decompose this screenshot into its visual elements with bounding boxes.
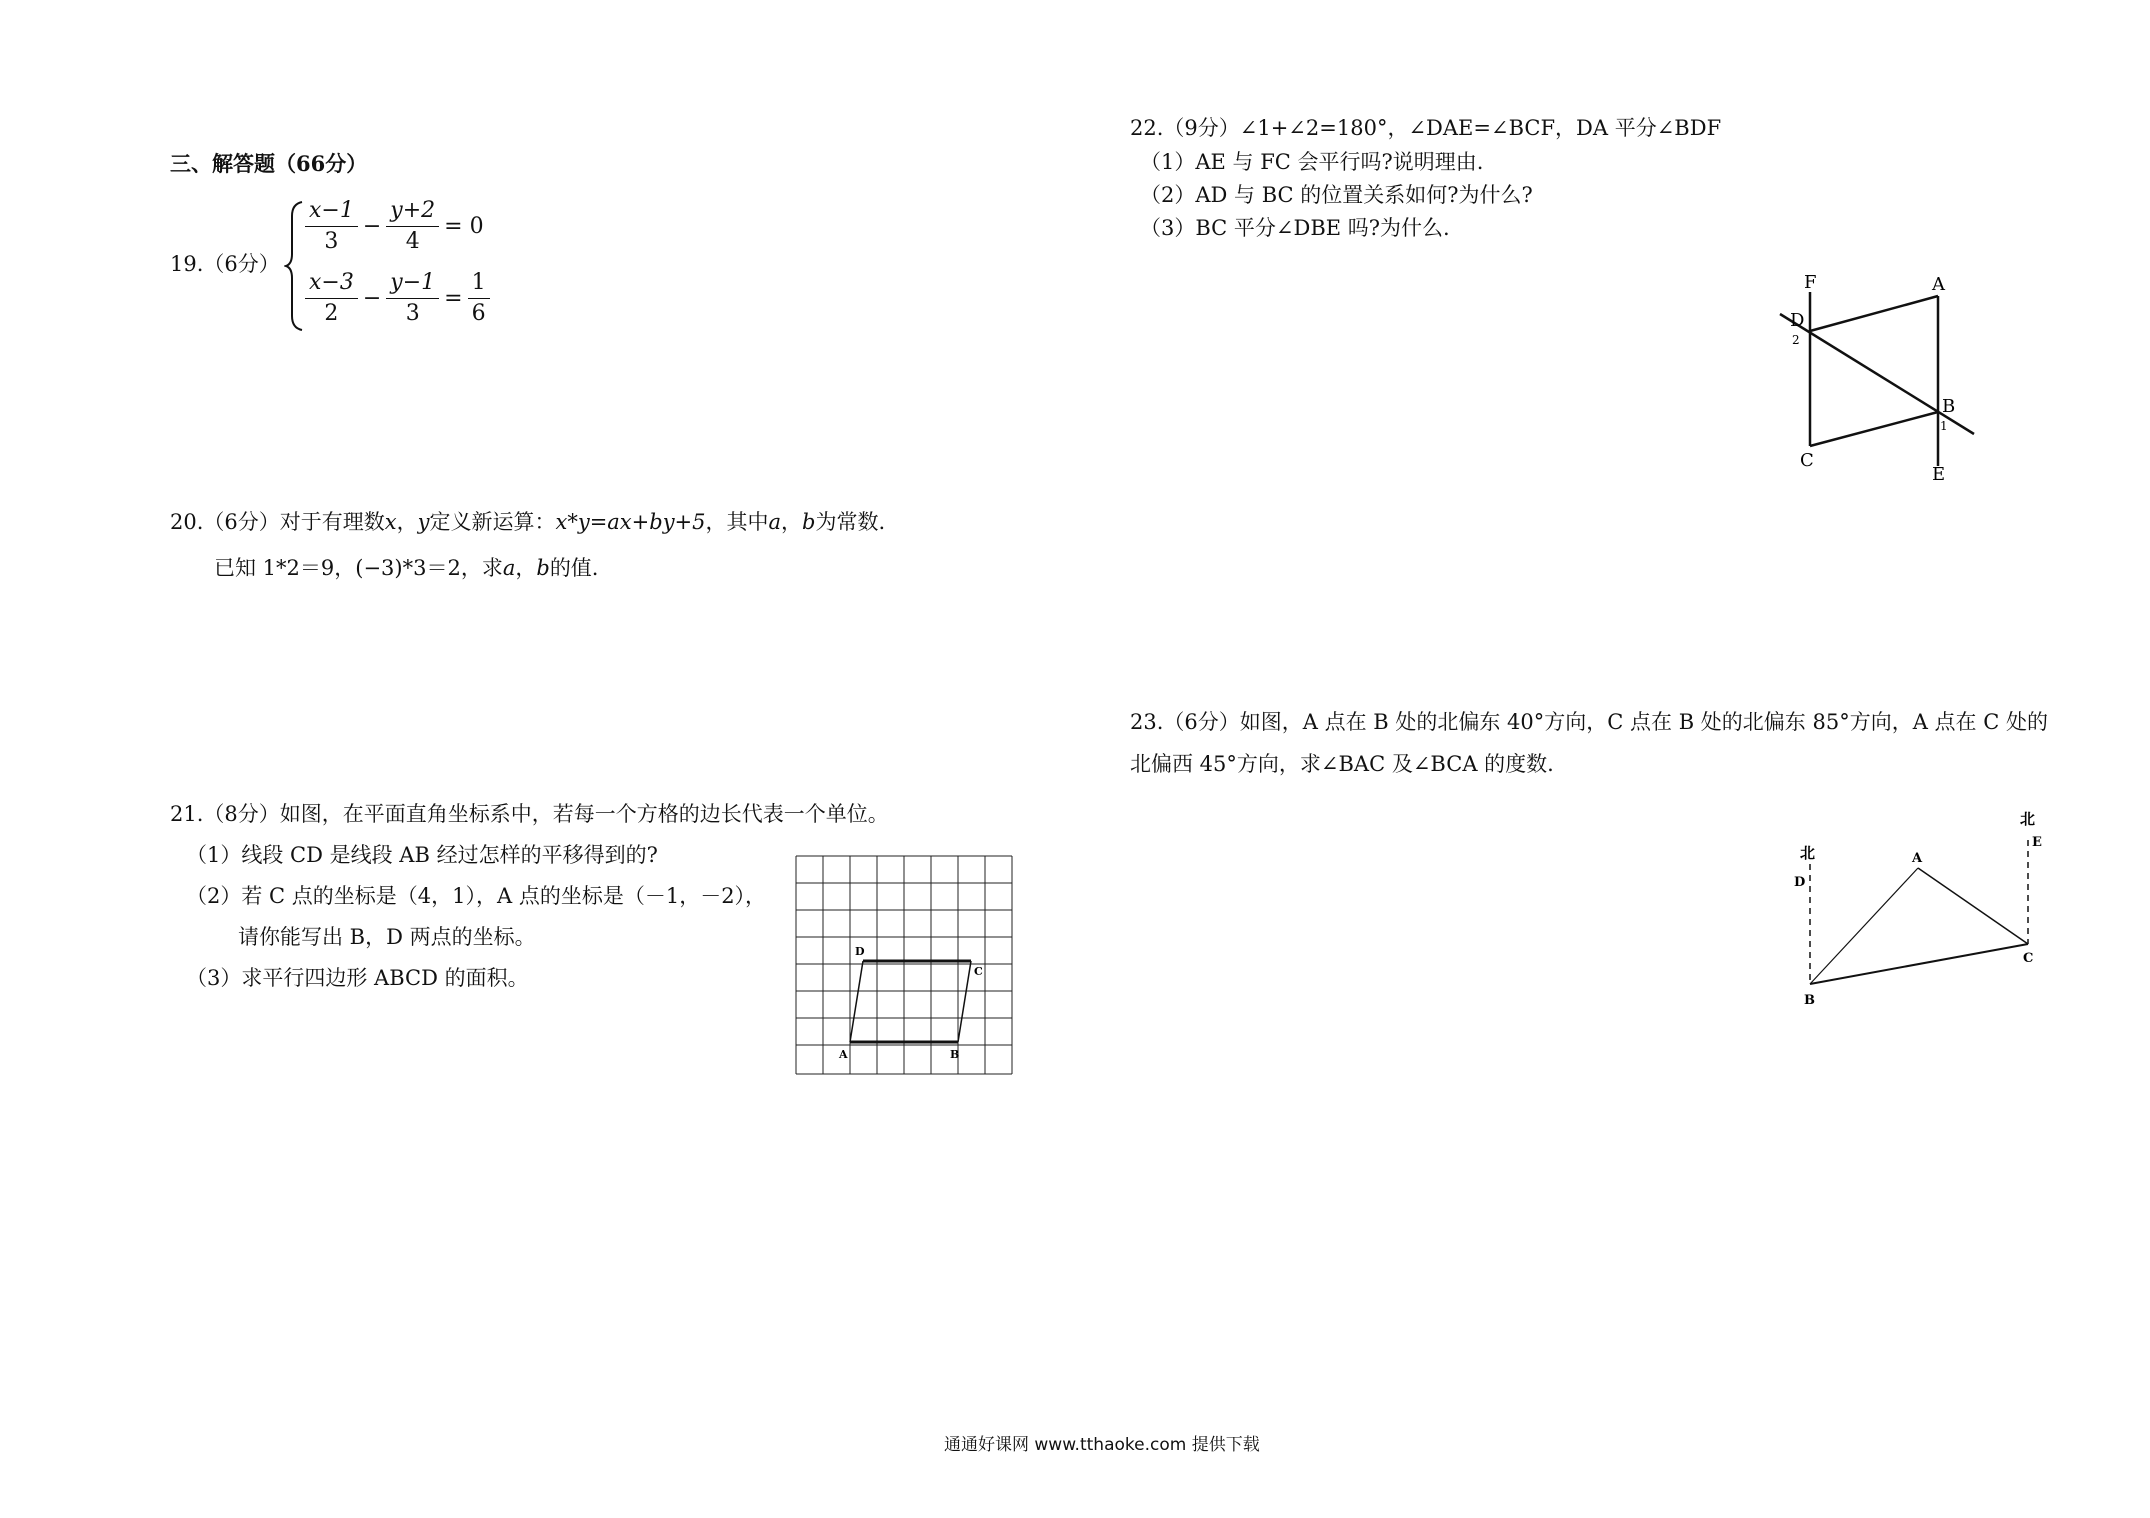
label-north-left: 北 [1800, 844, 1816, 862]
label-e: E [2032, 835, 2042, 850]
q19-eq1-num2: y+2 [386, 196, 439, 227]
q22-stem: 22.（9分）∠1+∠2=180°，∠DAE=∠BCF，DA 平分∠BDF [1130, 116, 1722, 140]
q19-eq2-den1: 2 [324, 301, 339, 326]
q19-eq2-rhs-num: 1 [468, 268, 490, 299]
label-angle-1: 1 [1940, 419, 1948, 433]
q21-stem: 21.（8分）如图，在平面直角坐标系中，若每一个方格的边长代表一个单位。 [170, 802, 889, 826]
q19-eq2-num1: x−3 [305, 268, 358, 299]
label-f: F [1804, 272, 1817, 293]
label-a: A [839, 1048, 848, 1061]
q19-equation-1: $\frac{x-1}{3}$ − $\frac{y+2}{4}$ = 0 [302, 196, 486, 257]
q19-eq2-den2: 3 [405, 301, 420, 326]
q19-label: 19.（6分） [170, 252, 280, 276]
footer-text: 通通好课网 www.tthaoke.com 提供下载 [944, 1435, 1260, 1455]
q22-sub1: （1）AE 与 FC 会平行吗?说明理由. [1140, 150, 1484, 174]
label-a: A [1932, 274, 1945, 295]
q21-grid-figure [790, 852, 1016, 1078]
q20-line2: 已知 1*2＝9，(−3)*3＝2，求a，b的值. [214, 556, 599, 580]
q19-eq1-num1: x−1 [305, 196, 358, 227]
q19-eq1-den2: 4 [405, 229, 420, 254]
q19-eq1-rhs: = 0 [444, 214, 484, 239]
q21-sub2b: 请你能写出 B，D 两点的坐标。 [238, 925, 536, 949]
label-angle-2: 2 [1792, 333, 1800, 347]
label-e: E [1932, 464, 1946, 485]
segment-bc [958, 961, 971, 1042]
section-title: 三、解答题（66分） [170, 151, 368, 176]
q20-line1: 20.（6分）对于有理数x，y定义新运算：x*y=ax+by+5，其中a，b为常数. [170, 510, 886, 534]
q23-line1: 23.（6分）如图，A 点在 B 处的北偏东 40°方向，C 点在 B 处的北偏东 85°方向，A 点在 C 处的 [1130, 710, 2048, 734]
label-north-right: 北 [2020, 810, 2036, 828]
label-d: D [1794, 875, 1806, 890]
segment-ad [850, 961, 863, 1042]
segment-ac [1918, 868, 2028, 944]
q22-figure [1760, 266, 1990, 486]
q21-sub1: （1）线段 CD 是线段 AB 经过怎样的平移得到的? [186, 843, 658, 867]
q19-equation-2: $\frac{x-3}{2}$ − $\frac{y-1}{3}$ = $\frac{1}{6}$ [302, 268, 493, 329]
q21-sub2: （2）若 C 点的坐标是（4，1），A 点的坐标是（－1，－2）， [186, 884, 767, 908]
q19-eq2-num2: y−1 [386, 268, 439, 299]
line-da [1810, 296, 1938, 331]
q23-line2: 北偏西 45°方向，求∠BAC 及∠BCA 的度数. [1130, 752, 1554, 776]
label-c: C [2023, 951, 2034, 966]
segment-bc [1810, 944, 2028, 984]
label-b: B [1942, 396, 1956, 417]
label-d: D [1790, 310, 1805, 331]
label-a: A [1912, 851, 1923, 866]
label-d: D [855, 945, 865, 958]
label-c: C [974, 965, 983, 978]
q19-eq2-rhs-den: 6 [471, 301, 486, 326]
q19-eq1-den1: 3 [324, 229, 339, 254]
label-c: C [1800, 450, 1814, 471]
q22-sub3: （3）BC 平分∠DBE 吗?为什么. [1140, 216, 1450, 240]
label-b: B [950, 1048, 960, 1061]
q23-figure [1790, 804, 2060, 1014]
q21-sub3: （3）求平行四边形 ABCD 的面积。 [186, 966, 529, 990]
q22-sub2: （2）AD 与 BC 的位置关系如何?为什么? [1140, 183, 1533, 207]
line-cb [1810, 412, 1938, 446]
label-b: B [1804, 993, 1815, 1008]
